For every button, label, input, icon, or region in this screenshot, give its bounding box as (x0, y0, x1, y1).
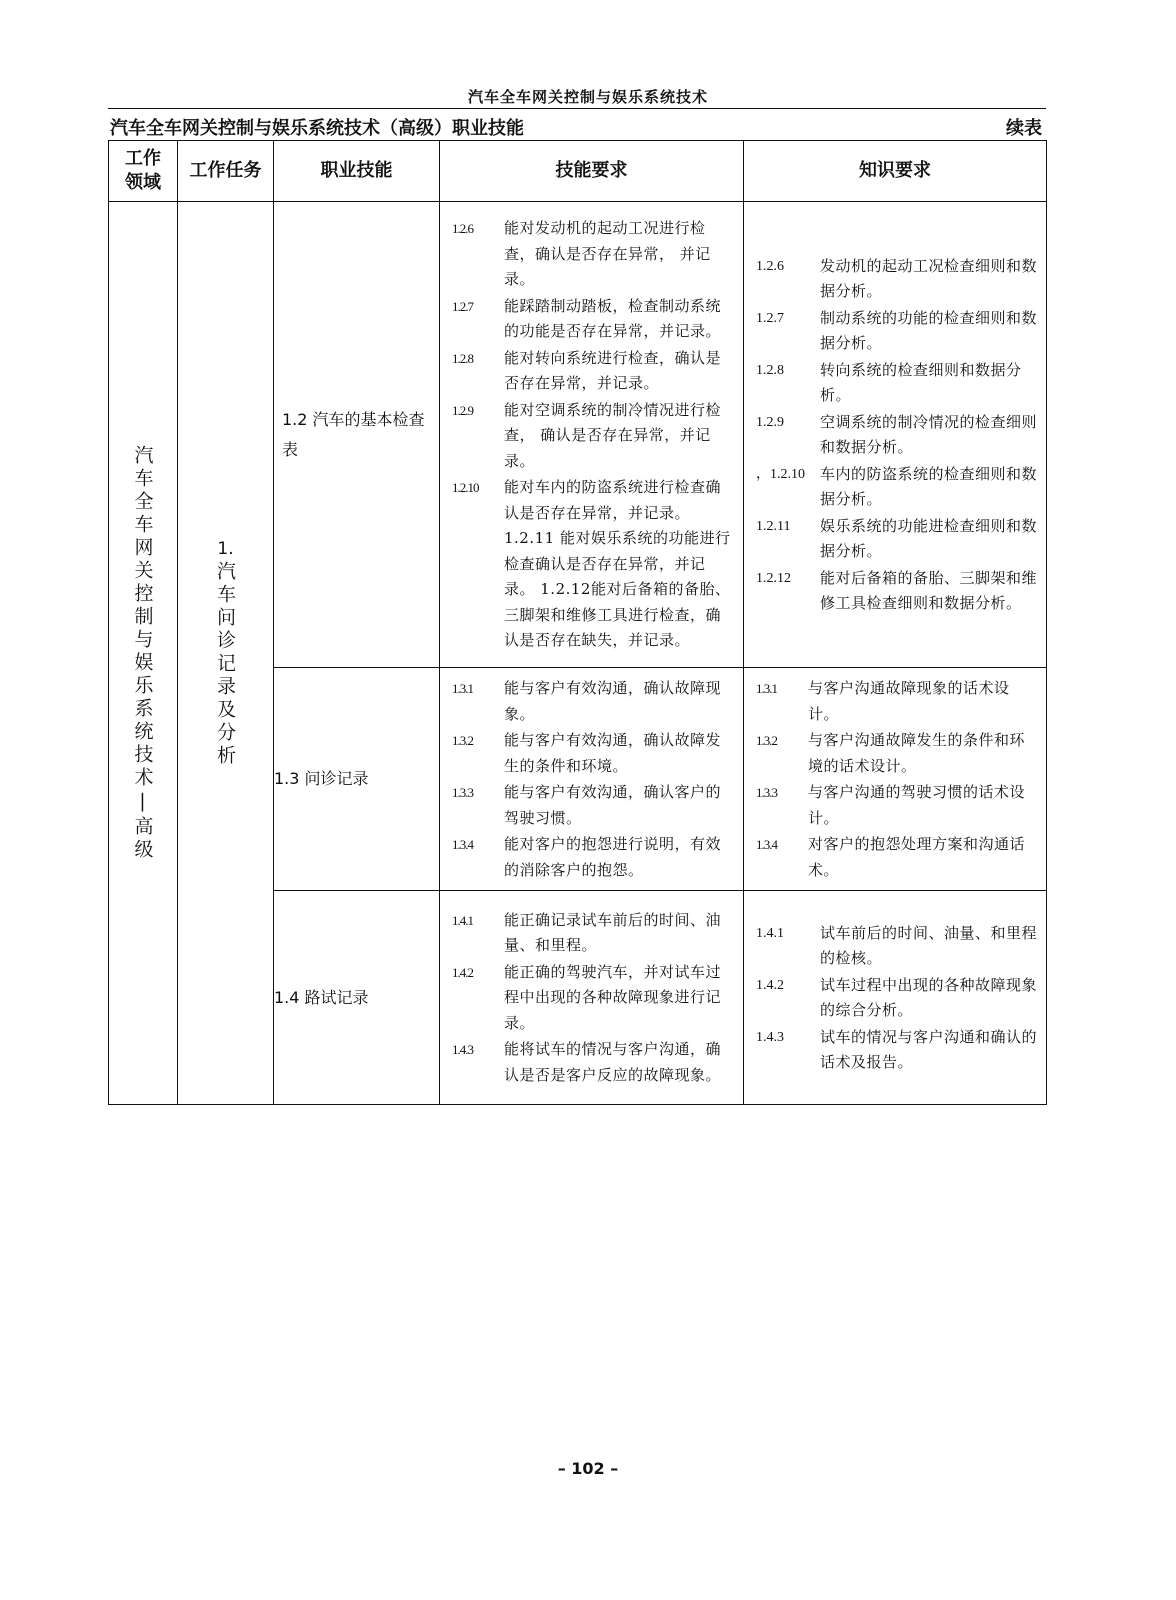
page-number: – 102 – (557, 1459, 619, 1478)
requirement-number: 1.2.11 (756, 518, 791, 534)
skill-requirement-item (452, 832, 735, 883)
requirement-number: 1.3.3 (756, 785, 777, 800)
requirement-number: 1.2.8 (756, 362, 784, 378)
requirement-text: 能对后备箱的备胎、三脚架和维修工具检查细则和数据分析。 (820, 568, 1038, 612)
requirement-number: 1.2.7 (452, 298, 473, 314)
requirement-text: 能与客户有效沟通，确认故障发生的条件和环境。 (504, 731, 722, 775)
continued-label: 续表 (1006, 118, 1042, 139)
requirement-text: 能正确记录试车前后的时间、油量、和里程。 (504, 910, 722, 955)
skill-requirement-item (452, 475, 735, 654)
knowledge-req-cell (744, 668, 1047, 891)
requirement-text: 与客户沟通故障现象的话术设计。 (808, 679, 1010, 723)
requirement-text: 制动系统的功能的检查细则和数据分析。 (820, 308, 1038, 352)
knowledge-requirement-item (756, 921, 1038, 972)
requirement-text: 发动机的起动工况检查细则和数据分析。 (820, 256, 1038, 300)
requirement-number: 1.4.2 (452, 964, 473, 980)
knowledge-requirement-item (756, 410, 1038, 461)
requirement-number: 1.2.10 (452, 480, 479, 496)
skill-requirement-item (452, 346, 735, 397)
requirement-text: 能对客户的抱怨进行说明，有效的消除客户的抱怨。 (504, 835, 722, 879)
knowledge-requirement-item (756, 973, 1038, 1024)
requirement-number: 1.3.4 (452, 837, 473, 852)
requirement-text: 转向系统的检查细则和数据分析。 (820, 360, 1022, 404)
knowledge-requirement-item (756, 462, 1038, 513)
knowledge-requirement-item (756, 566, 1038, 617)
requirement-text: 对客户的抱怨处理方案和沟通话术。 (808, 835, 1026, 879)
skill-cell (274, 668, 440, 891)
knowledge-requirement-item (756, 306, 1038, 357)
requirement-number: 1.2.9 (756, 414, 784, 430)
requirement-number: 1.3.1 (756, 681, 777, 696)
task-cell (178, 202, 274, 1105)
task-number: 1. (217, 538, 234, 559)
table-header-row (109, 141, 1047, 202)
requirement-text: 试车前后的时间、油量、和里程的检核。 (820, 923, 1038, 967)
requirement-text: 试车过程中出现的各种故障现象的综合分析。 (820, 975, 1038, 1019)
knowledge-req-cell (744, 202, 1047, 668)
skill-requirement-item (452, 294, 735, 345)
requirement-text: 能正确的驾驶汽车，并对试车过程中出现的各种故障现象进行记录。 (504, 962, 722, 1032)
table-row (109, 202, 1047, 668)
requirement-text: 能与客户有效沟通，确认故障现象。 (504, 679, 722, 723)
knowledge-requirement-item (756, 832, 1038, 883)
requirement-text: 与客户沟通故障发生的条件和环境的话术设计。 (808, 731, 1026, 775)
requirement-text: 车内的防盗系统的检查细则和数据分析。 (820, 464, 1038, 508)
requirement-number: 1.4.3 (452, 1042, 473, 1058)
table-title: 汽车全车网关控制与娱乐系统技术（高级）职业技能 (110, 118, 524, 139)
domain-cell (109, 202, 178, 1105)
skill-requirement-item (452, 398, 735, 475)
requirement-number: 1.3.1 (452, 681, 473, 696)
requirement-number: 1.2.6 (756, 258, 784, 274)
knowledge-requirement-item (756, 728, 1038, 779)
knowledge-requirement-item (756, 1025, 1038, 1076)
header-domain: 工作领域 (109, 141, 178, 202)
skill-requirement-item (452, 908, 735, 959)
header-rule (108, 108, 1046, 109)
skills-table (108, 140, 1047, 1105)
requirement-number: 1.2.6 (452, 221, 473, 237)
requirement-text: 能将试车的情况与客户沟通，确认是否是客户反应的故障现象。 (504, 1040, 722, 1084)
skill-title: 1.4 路试记录 (274, 987, 369, 1007)
header-knowledge-req: 知识要求 (744, 141, 1047, 202)
running-header: 汽车全车网关控制与娱乐系统技术 (467, 88, 708, 106)
requirement-text: 试车的情况与客户沟通和确认的话术及报告。 (820, 1027, 1038, 1071)
skill-title: 1.2 汽车的基本检查表 (282, 409, 425, 459)
requirement-number: 1.4.1 (452, 912, 473, 928)
requirement-text: 能对空调系统的制冷情况进行检查， 确认是否存在异常，并记录。 (504, 400, 722, 470)
requirement-text: 能对转向系统进行检查，确认是否存在异常，并记录。 (504, 348, 722, 393)
header-skill-req: 技能要求 (440, 141, 744, 202)
skill-cell (274, 891, 440, 1105)
requirement-text: 能与客户有效沟通，确认客户的驾驶习惯。 (504, 783, 722, 827)
skill-cell (274, 202, 440, 668)
skill-requirement-item (452, 1037, 735, 1088)
requirement-number: 1.2.7 (756, 310, 784, 326)
domain-text: 汽车全车网关控制与娱乐系统技术|高级 (131, 444, 154, 862)
requirement-text: 空调系统的制冷情况的检查细则和数据分析。 (820, 412, 1038, 456)
skill-req-cell (440, 202, 744, 668)
requirement-number: 1.4.3 (756, 1029, 784, 1045)
knowledge-requirement-item (756, 780, 1038, 831)
requirement-number: 1.2.9 (452, 402, 473, 418)
knowledge-requirement-item (756, 254, 1038, 305)
requirement-number: 1.3.2 (452, 733, 473, 748)
skill-requirement-item (452, 780, 735, 831)
requirement-text: 能踩踏制动踏板，检查制动系统的功能是否存在异常，并记录。 (504, 296, 722, 341)
requirement-number: 1.3.4 (756, 837, 777, 852)
requirement-number: 1.4.1 (756, 925, 784, 941)
skill-requirement-item (452, 216, 735, 293)
header-skill: 职业技能 (274, 141, 440, 202)
knowledge-requirement-item (756, 358, 1038, 409)
skill-title: 1.3 问诊记录 (274, 769, 369, 788)
requirement-number: 1.2.8 (452, 350, 473, 366)
skill-requirement-item (452, 676, 735, 727)
requirement-number: 1.3.2 (756, 733, 777, 748)
skill-requirement-item (452, 728, 735, 779)
knowledge-requirement-item (756, 514, 1038, 565)
requirement-text: 能对车内的防盗系统进行检查确认是否存在异常，并记录。 1.2.11 能对娱乐系统的功能进行检查确认是否存在异常，并记录。 1.2.12能对后备箱的备胎、三脚架和维修工具进行检查，确认是否存在缺失，并记录。 (504, 478, 731, 650)
requirement-number: ，1.2.10 (756, 466, 805, 482)
requirement-number: 1.4.2 (756, 977, 784, 993)
skill-requirement-item (452, 960, 735, 1037)
header-task: 工作任务 (178, 141, 274, 202)
requirement-text: 与客户沟通的驾驶习惯的话术设计。 (808, 783, 1026, 827)
requirement-text: 能对发动机的起动工况进行检查，确认是否存在异常， 并记录。 (504, 219, 711, 289)
skill-req-cell (440, 668, 744, 891)
knowledge-requirement-item (756, 676, 1038, 727)
requirement-number: 1.3.3 (452, 785, 473, 800)
skill-req-cell (440, 891, 744, 1105)
requirement-text: 娱乐系统的功能进检查细则和数据分析。 (820, 516, 1038, 560)
task-text: 汽车问诊记录及分析 (214, 560, 236, 768)
requirement-number: 1.2.12 (756, 570, 791, 586)
knowledge-req-cell (744, 891, 1047, 1105)
